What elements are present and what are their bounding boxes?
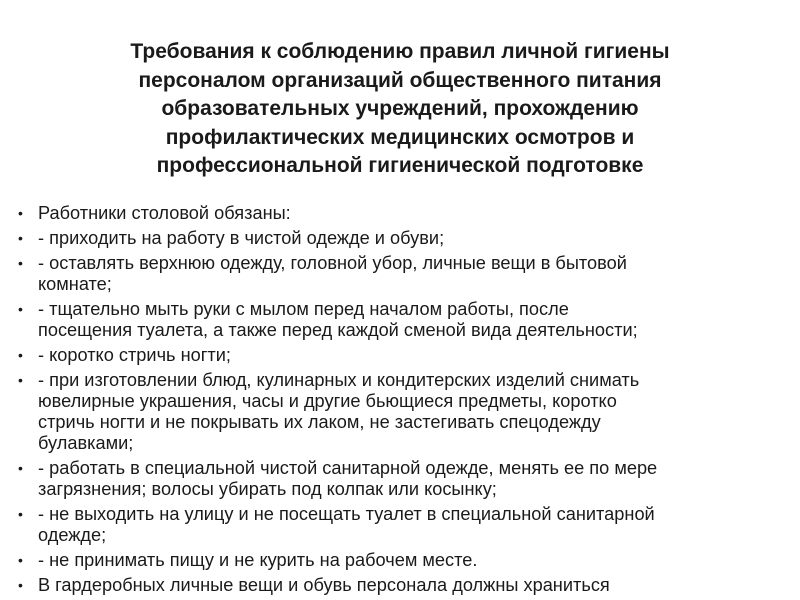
slide-title — [40, 38, 760, 181]
bullet-icon: • — [18, 255, 23, 271]
bullet-item — [18, 203, 788, 224]
bullet-line: - при изготовлении блюд, кулинарных и кондитерских изделий снимать — [38, 370, 640, 390]
bullet-item — [18, 370, 788, 454]
bullet-item — [18, 504, 788, 546]
bullet-line: - работать в специальной чистой санитарной одежде, менять ее по мере — [38, 458, 658, 478]
bullet-line: загрязнения; волосы убирать под колпак или косынку; — [38, 479, 497, 499]
title-line: Требования к соблюдению правил личной гигиены — [130, 40, 670, 63]
bullet-list — [18, 203, 788, 600]
bullet-line: ювелирные украшения, часы и другие бьющиеся предметы, коротко — [38, 391, 617, 411]
title-line: профессиональной гигиенической подготовке — [156, 154, 644, 177]
bullet-item — [18, 458, 788, 500]
bullet-item — [18, 299, 788, 341]
title-line: профилактических медицинских осмотров и — [165, 125, 635, 149]
bullet-item — [18, 575, 788, 596]
bullet-icon: • — [18, 506, 23, 522]
bullet-item — [18, 550, 788, 571]
bullet-icon: • — [18, 577, 23, 593]
bullet-item — [18, 228, 788, 249]
bullet-icon: • — [18, 552, 23, 568]
title-line: персоналом организаций общественного питания — [138, 68, 662, 92]
bullet-icon: • — [18, 230, 23, 246]
bullet-line: комнате; — [38, 274, 112, 294]
bullet-line: - тщательно мыть руки с мылом перед началом работы, после — [38, 299, 569, 319]
bullet-line: посещения туалета, а также перед каждой сменой вида деятельности; — [38, 320, 638, 340]
bullet-line: В гардеробных личные вещи и обувь персонала должны храниться — [38, 575, 610, 595]
bullet-icon: • — [18, 301, 23, 317]
bullet-line: булавками; — [38, 433, 134, 453]
bullet-icon: • — [18, 460, 23, 476]
bullet-line: - оставлять верхнюю одежду, головной убор, личные вещи в бытовой — [38, 253, 627, 273]
bullet-item — [18, 253, 788, 295]
bullet-item — [18, 345, 788, 366]
bullet-line: - приходить на работу в чистой одежде и обуви; — [38, 228, 445, 248]
bullet-icon: • — [18, 347, 23, 363]
bullet-line: - не принимать пищу и не курить на рабочем месте. — [38, 550, 478, 570]
bullet-line: - коротко стричь ногти; — [38, 345, 231, 365]
bullet-line: Работники столовой обязаны: — [38, 203, 291, 223]
title-line: образовательных учреждений, прохождению — [161, 97, 639, 120]
bullet-icon: • — [18, 372, 23, 388]
bullet-icon: • — [18, 205, 23, 221]
bullet-line: - не выходить на улицу и не посещать туалет в специальной санитарной — [38, 504, 655, 524]
bullet-line: одежде; — [38, 525, 107, 545]
bullet-line: стричь ногти и не покрывать их лаком, не застегивать спецодежду — [38, 412, 601, 432]
